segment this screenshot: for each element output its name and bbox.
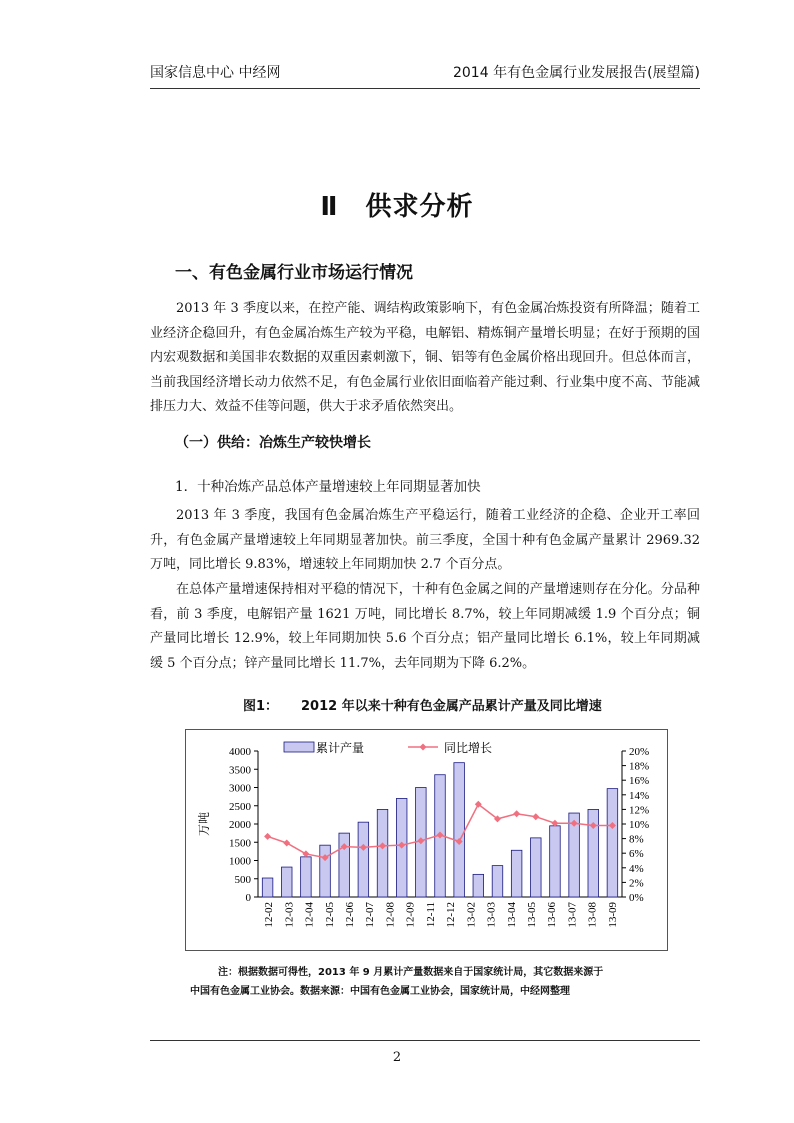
x-tick-label: 13-09 — [606, 902, 619, 928]
y2-tick-label: 18% — [629, 760, 650, 773]
legend-line-marker — [420, 744, 427, 751]
x-tick-label: 13-07 — [566, 902, 579, 928]
bar — [339, 833, 350, 897]
y2-tick-label: 12% — [629, 804, 650, 817]
growth-point — [264, 833, 271, 840]
item-title: 1．十种冶炼产品总体产量增速较上年同期显著加快 — [175, 479, 481, 495]
growth-point — [532, 813, 539, 820]
subsection-title: （一）供给：冶炼生产较快增长 — [175, 435, 371, 451]
y-tick-label: 3000 — [229, 782, 251, 795]
growth-point — [302, 850, 309, 857]
bar — [473, 874, 484, 897]
y-tick-label: 0 — [245, 892, 251, 904]
y2-tick-label: 14% — [629, 789, 650, 802]
page-header — [150, 60, 700, 89]
bar — [358, 822, 369, 897]
bar — [301, 857, 312, 897]
y2-tick-label: 16% — [629, 775, 650, 788]
y2-tick-label: 6% — [629, 848, 644, 861]
bar — [281, 867, 292, 897]
y-tick-label: 2000 — [229, 819, 251, 831]
y2-tick-label: 2% — [629, 877, 644, 890]
bar — [550, 826, 561, 897]
bar — [511, 850, 522, 897]
x-tick-label: 13-06 — [546, 902, 559, 928]
x-tick-label: 13-02 — [465, 902, 478, 928]
bar — [262, 878, 273, 897]
x-tick-label: 12-07 — [364, 902, 377, 928]
x-tick-label: 13-08 — [586, 902, 599, 928]
y2-tick-label: 0% — [629, 892, 644, 904]
growth-point — [513, 810, 520, 817]
bar — [320, 845, 331, 897]
y2-tick-label: 8% — [629, 833, 644, 846]
y2-tick-label: 20% — [629, 746, 650, 758]
y-tick-label: 1500 — [229, 837, 251, 850]
y2-tick-label: 10% — [629, 819, 650, 831]
x-tick-label: 12-12 — [445, 902, 458, 928]
y-axis-label: 万吨 — [197, 811, 211, 837]
section-title: 一、有色金属行业市场运行情况 — [175, 263, 413, 283]
figure-label: 图1： — [243, 699, 279, 714]
x-tick-label: 12-03 — [283, 902, 296, 928]
chart-svg — [186, 730, 669, 952]
figure-note — [190, 963, 690, 1001]
section-paragraph: 2013 年 3 季度以来，在控产能、调结构政策影响下，有色金属冶炼投资有所降温；随着工业经济企稳回升，有色金属冶炼生产较为平稳，电解铝、精炼铜产量增长明显；在好于预期的国内宏观数据和美国非农数据的双重因素刺激下，铜、铝等有色金属价格出现回升。但总体而言，当前我国经济增长动力依然不足，有色金属行业依旧面临着产能过剩、行业集中度不高、节能减排压力大、效益不佳等问题，供大于求矛盾依然突出。 — [150, 301, 700, 414]
x-tick-label: 12-06 — [344, 902, 356, 928]
x-tick-label: 12-04 — [303, 902, 316, 928]
bar — [607, 789, 618, 897]
legend-bar-swatch — [284, 742, 314, 752]
bar — [492, 866, 503, 897]
x-tick-label: 12-09 — [404, 902, 417, 928]
growth-point — [283, 839, 290, 846]
y-tick-label: 4000 — [229, 746, 251, 758]
item-paragraph-1: 2013 年 3 季度，我国有色金属冶炼生产平稳运行，随着工业经济的企稳、企业开工率回升，有色金属产量增速较上年同期显著加快。前三季度，全国十种有色金属产量累计 2969.32 万吨，同比增长 9.83%，增速较上年同期加快 2.7 个百分点。 — [150, 508, 700, 572]
figure-title: 2012 年以来十种有色金属产品累计产量及同比增速 — [301, 699, 602, 714]
bar — [531, 838, 542, 897]
y-tick-label: 2500 — [229, 800, 251, 813]
item-paragraph-2: 在总体产量增速保持相对平稳的情况下，十种有色金属之间的产量增速则存在分化。分品种看，前 3 季度，电解铝产量 1621 万吨，同比增长 8.7%，较上年同期减缓 1.9 个百分点；铜产量同比增长 12.9%，较上年同期加快 5.6 个百分点；铝产量同比增长 6.1%，较上年同期减缓 5 个百分点；锌产量同比增长 11.7%，去年同期为下降 6.2%。 — [150, 582, 700, 671]
x-tick-label: 12-05 — [323, 902, 336, 928]
bar — [454, 763, 465, 897]
y2-tick-label: 4% — [629, 862, 644, 875]
x-tick-label: 13-03 — [485, 902, 498, 928]
header-left: 国家信息中心 中经网 — [150, 65, 281, 81]
legend-line-label: 同比增长 — [444, 741, 493, 755]
bar — [377, 809, 388, 897]
note-line-2: 中国有色金属工业协会。数据来源：中国有色金属工业协会，国家统计局，中经网整理 — [190, 986, 570, 997]
figure-caption — [243, 695, 643, 714]
y-tick-label: 3500 — [229, 764, 251, 777]
header-right: 2014 年有色金属行业发展报告(展望篇) — [452, 65, 700, 81]
chart-container — [185, 729, 668, 951]
x-tick-label: 12-02 — [263, 902, 276, 928]
x-tick-label: 13-04 — [505, 902, 518, 928]
x-tick-label: 12-11 — [424, 902, 437, 928]
page-number: 2 — [392, 1050, 402, 1065]
x-tick-label: 12-08 — [384, 902, 397, 928]
legend-bar-label: 累计产量 — [316, 741, 365, 755]
y-tick-label: 1000 — [229, 855, 251, 868]
note-line-1: 注：根据数据可得性，2013 年 9 月累计产量数据来自于国家统计局，其它数据来源于 — [218, 967, 604, 978]
y-tick-label: 500 — [234, 873, 251, 886]
footer-divider — [150, 1040, 700, 1041]
chapter-title: Ⅱ 供求分析 — [320, 192, 474, 222]
x-tick-label: 13-05 — [526, 902, 538, 928]
